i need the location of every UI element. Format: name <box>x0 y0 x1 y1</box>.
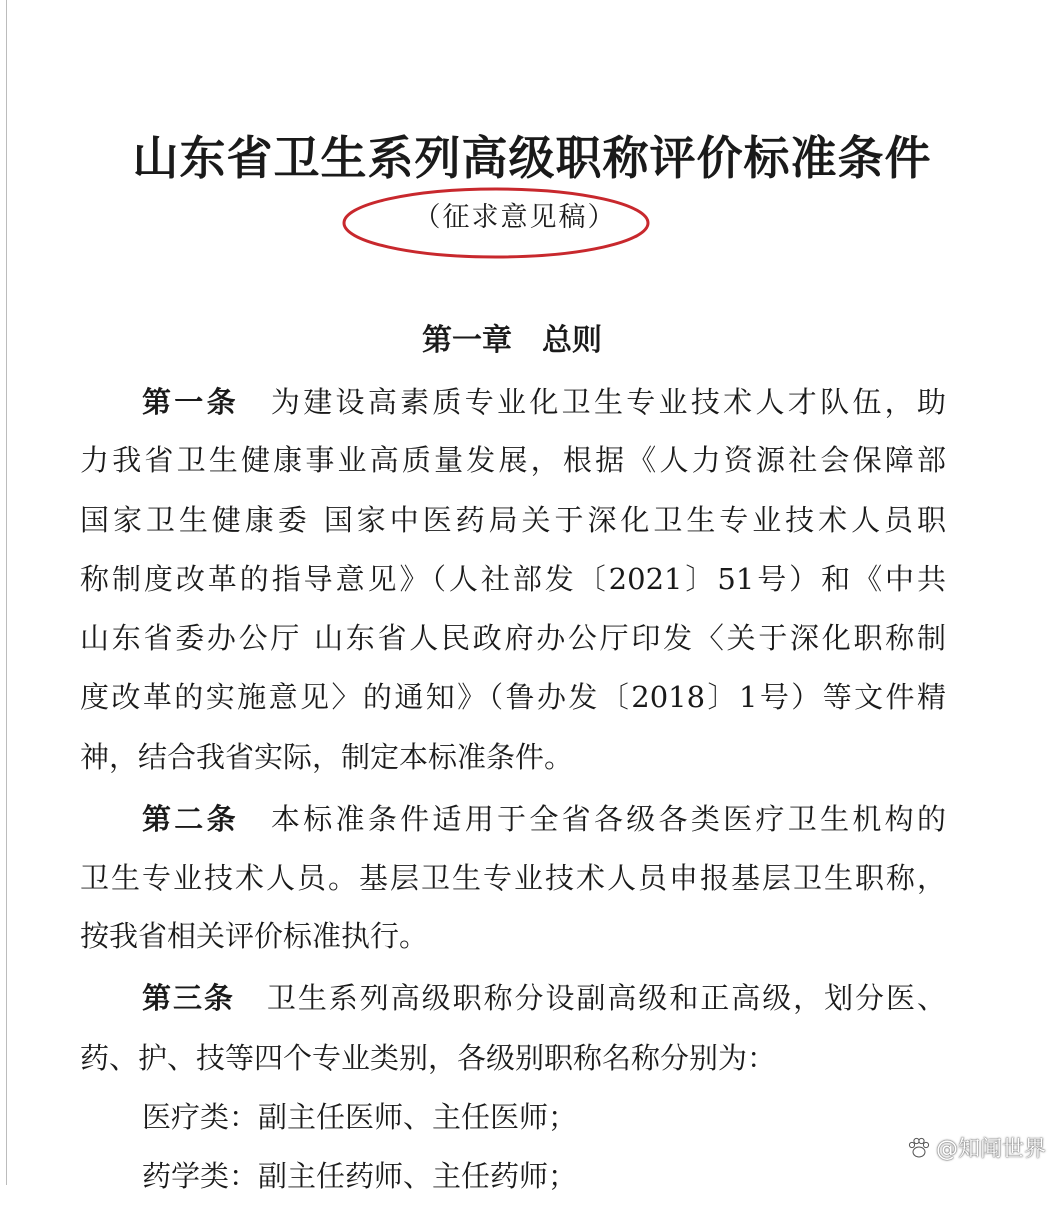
watermark-text: @知闻世界 <box>935 1137 1046 1162</box>
paw-icon <box>906 1135 932 1161</box>
article-1-text: 为建设高素质专业化卫生专业技术人才队伍，助 <box>270 385 946 419</box>
article-1-line-4: 称制度改革的指导意见》（人社部发〔2021〕51号）和《中共 <box>80 562 946 596</box>
article-3-text: 卫生系列高级职称分设副高级和正高级，划分医、 <box>266 981 946 1015</box>
article-3-line-2: 药、护、技等四个专业类别，各级别职称名称分别为： <box>80 1041 777 1075</box>
article-1-line-6: 度改革的实施意见〉的通知》（鲁办发〔2018〕1号）等文件精 <box>80 680 946 714</box>
watermark <box>906 1132 1046 1163</box>
article-1-label: 第一条 <box>142 385 239 419</box>
article-3-label: 第三条 <box>142 981 235 1015</box>
article-3-line-1 <box>142 969 946 1027</box>
article-1-line-1 <box>142 373 946 431</box>
document-title: 山东省卫生系列高级职称评价标准条件 <box>132 131 932 185</box>
article-1-line-3: 国家卫生健康委 国家中医药局关于深化卫生专业技术人员职 <box>80 503 946 537</box>
category-pharmacy: 药学类：副主任药师、主任药师； <box>142 1159 578 1193</box>
document-subtitle: （征求意见稿） <box>413 202 617 233</box>
article-2-line-2: 卫生专业技术人员。基层卫生专业技术人员申报基层卫生职称， <box>80 861 946 895</box>
article-2-line-1 <box>142 790 946 848</box>
chapter-heading: 第一章 总则 <box>422 323 602 358</box>
article-1-line-2: 力我省卫生健康事业高质量发展，根据《人力资源社会保障部 <box>80 443 946 477</box>
article-1-line-7: 神，结合我省实际，制定本标准条件。 <box>80 740 574 774</box>
article-2-label: 第二条 <box>142 802 239 836</box>
article-2-line-3: 按我省相关评价标准执行。 <box>80 919 429 953</box>
article-1-line-5: 山东省委办公厅 山东省人民政府办公厅印发〈关于深化职称制 <box>80 621 946 655</box>
category-medical: 医疗类：副主任医师、主任医师； <box>142 1100 578 1134</box>
article-2-text: 本标准条件适用于全省各级各类医疗卫生机构的 <box>270 802 946 836</box>
